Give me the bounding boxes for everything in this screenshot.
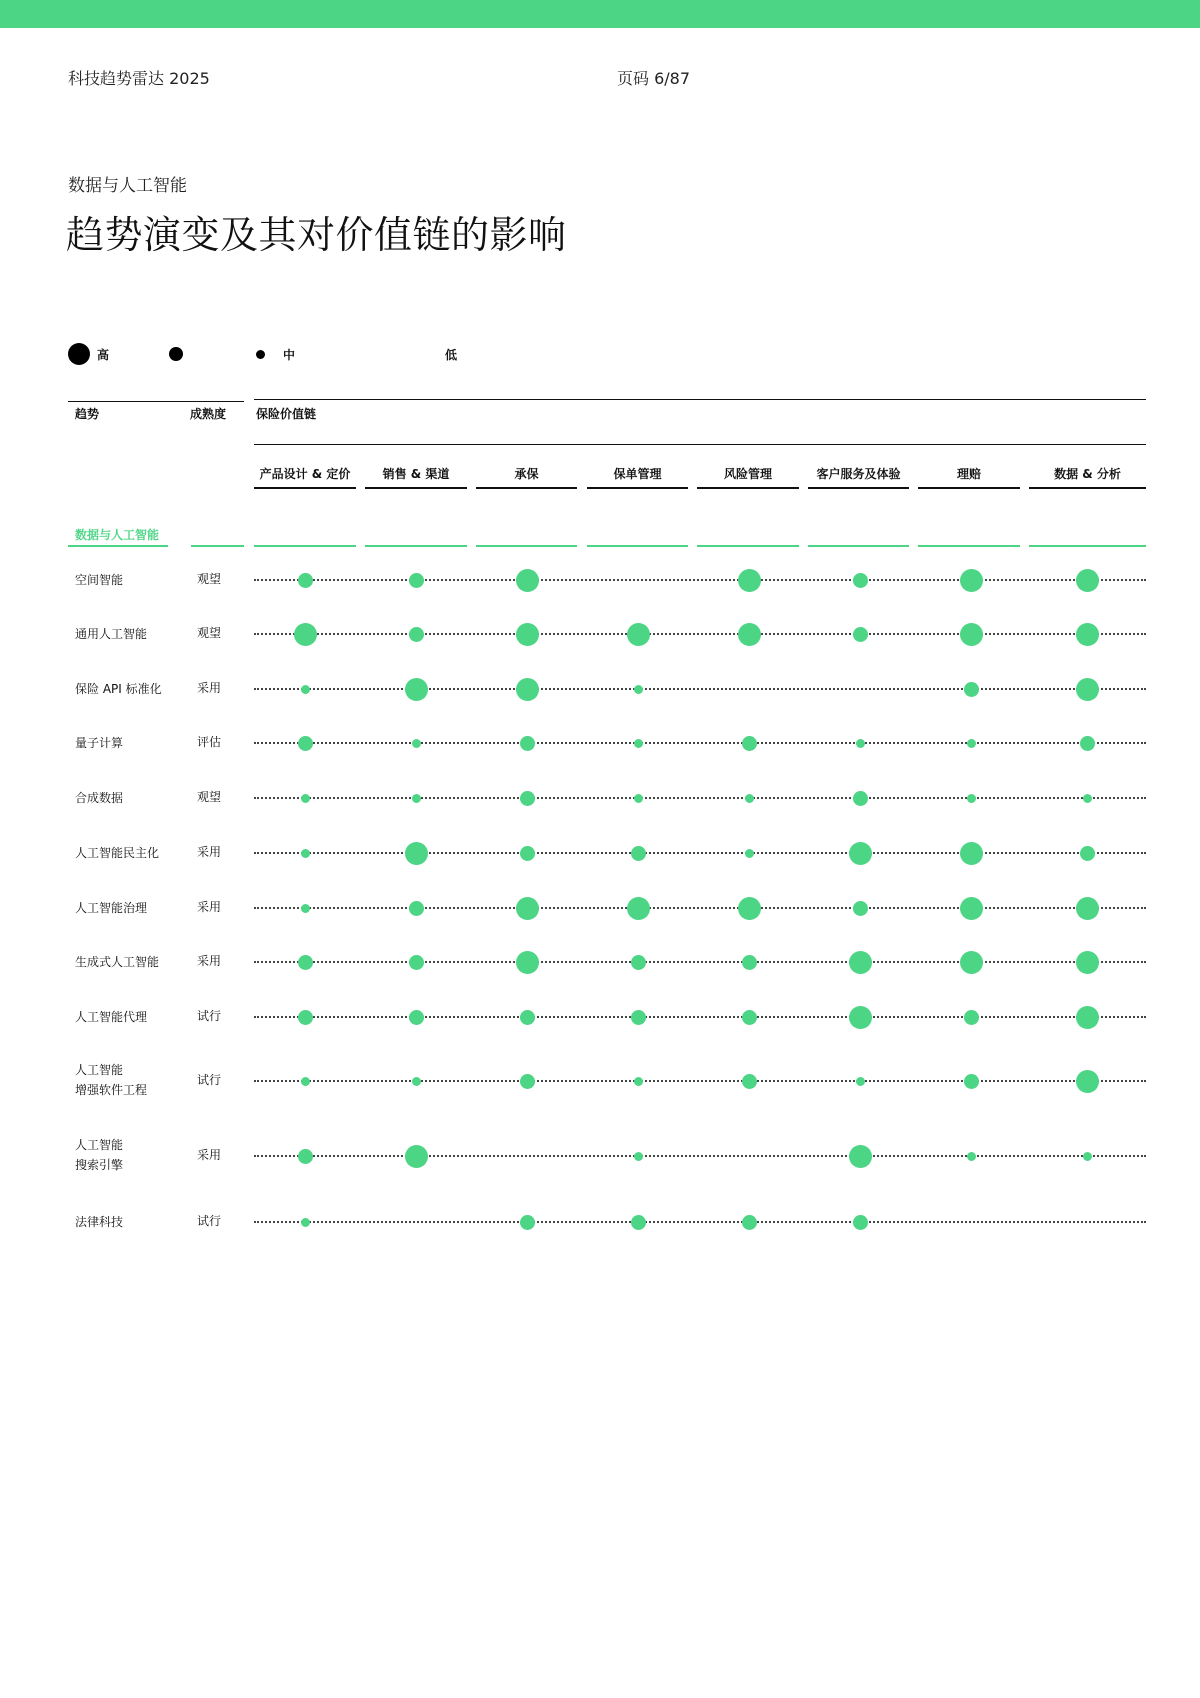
impact-bubble	[301, 685, 310, 694]
impact-bubble	[631, 1010, 646, 1025]
row-dotted-line	[254, 961, 1146, 963]
impact-bubble	[520, 1215, 535, 1230]
impact-bubble	[964, 1010, 979, 1025]
header-rule-left	[68, 401, 244, 402]
value-chain-col-2: 承保	[514, 467, 539, 481]
trend-name: 人工智能 增强软件工程	[75, 1063, 148, 1097]
trend-maturity: 试行	[197, 1009, 222, 1023]
impact-bubble	[738, 569, 761, 592]
impact-bubble	[853, 791, 868, 806]
impact-bubble	[631, 846, 646, 861]
impact-bubble	[405, 842, 428, 865]
impact-bubble	[520, 736, 535, 751]
impact-bubble	[964, 682, 979, 697]
impact-bubble	[301, 849, 310, 858]
category-rule-1	[191, 545, 244, 547]
impact-bubble	[856, 1077, 865, 1086]
impact-bubble	[298, 1149, 313, 1164]
value-chain-col-3: 保单管理	[613, 467, 662, 481]
value-chain-col-1: 销售 & 渠道	[382, 467, 450, 481]
impact-bubble	[960, 897, 983, 920]
row-dotted-line	[254, 797, 1146, 799]
impact-bubble	[409, 573, 424, 588]
impact-bubble	[298, 955, 313, 970]
impact-bubble	[634, 1152, 643, 1161]
impact-bubble	[516, 897, 539, 920]
impact-bubble	[1076, 1006, 1099, 1029]
impact-bubble	[520, 1074, 535, 1089]
value-chain-col-4: 风险管理	[723, 467, 772, 481]
page-title: 趋势演变及其对价值链的影响	[66, 213, 567, 257]
category-rule-3	[365, 545, 467, 547]
page-number: 页码 6/87	[617, 69, 691, 88]
impact-bubble	[960, 951, 983, 974]
value-chain-col-6: 理赔	[956, 467, 981, 481]
impact-bubble	[412, 794, 421, 803]
value-chain-col-rule-3	[587, 487, 688, 489]
impact-bubble	[301, 794, 310, 803]
impact-bubble	[1076, 678, 1099, 701]
impact-bubble	[627, 623, 650, 646]
category-rule-6	[697, 545, 799, 547]
impact-bubble	[849, 951, 872, 974]
impact-bubble	[853, 627, 868, 642]
category-rule-2	[254, 545, 356, 547]
category-rule-8	[918, 545, 1020, 547]
trend-maturity: 观望	[197, 790, 222, 804]
impact-bubble	[745, 849, 754, 858]
impact-bubble	[301, 904, 310, 913]
impact-bubble	[627, 897, 650, 920]
impact-bubble	[849, 842, 872, 865]
section-label: 数据与人工智能	[68, 176, 187, 196]
impact-bubble	[742, 1010, 757, 1025]
impact-bubble	[853, 573, 868, 588]
impact-bubble	[960, 842, 983, 865]
value-chain-col-5: 客户服务及体验	[816, 467, 901, 481]
impact-bubble	[1076, 897, 1099, 920]
impact-bubble	[634, 685, 643, 694]
trend-name: 空间智能	[75, 573, 124, 587]
impact-bubble	[301, 1077, 310, 1086]
trend-maturity: 采用	[197, 845, 222, 859]
trend-maturity: 采用	[197, 1148, 222, 1162]
row-dotted-line	[254, 852, 1146, 854]
value-chain-col-rule-7	[1029, 487, 1146, 489]
value-chain-col-0: 产品设计 & 定价	[259, 467, 351, 481]
trend-maturity: 观望	[197, 572, 222, 586]
trend-name: 人工智能民主化	[75, 846, 160, 860]
category-label: 数据与人工智能	[75, 528, 160, 542]
category-rule-9	[1029, 545, 1146, 547]
category-rule-0	[68, 545, 168, 547]
category-rule-7	[808, 545, 909, 547]
legend-label-1: 中	[283, 348, 296, 362]
impact-bubble	[856, 739, 865, 748]
legend-label-0: 高	[97, 348, 110, 362]
impact-bubble	[738, 623, 761, 646]
row-dotted-line	[254, 742, 1146, 744]
trend-name: 通用人工智能	[75, 627, 148, 641]
trend-maturity: 观望	[197, 626, 222, 640]
impact-bubble	[516, 951, 539, 974]
impact-bubble	[1080, 846, 1095, 861]
impact-bubble	[520, 846, 535, 861]
impact-bubble	[853, 1215, 868, 1230]
row-dotted-line	[254, 579, 1146, 581]
impact-bubble	[405, 678, 428, 701]
impact-bubble	[412, 739, 421, 748]
impact-bubble	[967, 739, 976, 748]
value-chain-col-rule-0	[254, 487, 356, 489]
impact-bubble	[516, 623, 539, 646]
impact-bubble	[634, 794, 643, 803]
impact-bubble	[520, 791, 535, 806]
impact-bubble	[409, 901, 424, 916]
impact-bubble	[742, 1074, 757, 1089]
row-dotted-line	[254, 907, 1146, 909]
value-chain-col-rule-5	[808, 487, 909, 489]
impact-bubble	[298, 573, 313, 588]
impact-bubble	[1076, 569, 1099, 592]
trend-name: 保险 API 标准化	[75, 682, 162, 696]
impact-bubble	[745, 794, 754, 803]
trend-maturity: 试行	[197, 1214, 222, 1228]
impact-bubble	[960, 569, 983, 592]
impact-bubble	[1076, 951, 1099, 974]
impact-bubble	[967, 1152, 976, 1161]
impact-bubble	[631, 955, 646, 970]
col-header-trend: 趋势	[75, 407, 100, 421]
value-chain-col-rule-1	[365, 487, 467, 489]
impact-bubble	[1076, 623, 1099, 646]
value-chain-col-7: 数据 & 分析	[1054, 467, 1121, 481]
impact-bubble	[409, 627, 424, 642]
impact-bubble	[1083, 1152, 1092, 1161]
impact-bubble	[520, 1010, 535, 1025]
trend-name: 法律科技	[75, 1215, 124, 1229]
impact-bubble	[631, 1215, 646, 1230]
impact-bubble	[405, 1145, 428, 1168]
trend-name: 人工智能治理	[75, 901, 148, 915]
category-rule-4	[476, 545, 577, 547]
value-chain-col-rule-2	[476, 487, 577, 489]
impact-bubble	[849, 1145, 872, 1168]
trend-maturity: 采用	[197, 954, 222, 968]
impact-bubble	[853, 901, 868, 916]
row-dotted-line	[254, 1221, 1146, 1223]
trend-maturity: 采用	[197, 900, 222, 914]
trend-name: 生成式人工智能	[75, 955, 160, 969]
header-rule-top	[254, 399, 1146, 400]
trend-maturity: 采用	[197, 681, 222, 695]
impact-bubble	[634, 739, 643, 748]
trend-maturity: 试行	[197, 1073, 222, 1087]
trend-name: 合成数据	[75, 791, 124, 805]
trend-name: 人工智能代理	[75, 1010, 148, 1024]
impact-bubble	[1083, 794, 1092, 803]
trend-name: 人工智能 搜索引擎	[75, 1138, 124, 1172]
row-dotted-line	[254, 688, 1146, 690]
impact-bubble	[742, 736, 757, 751]
impact-bubble	[738, 897, 761, 920]
impact-bubble	[742, 955, 757, 970]
row-dotted-line	[254, 1080, 1146, 1082]
value-chain-col-rule-4	[697, 487, 799, 489]
impact-bubble	[516, 569, 539, 592]
impact-bubble	[742, 1215, 757, 1230]
legend-label-2: 低	[445, 348, 458, 362]
report-name: 科技趋势雷达 2025	[68, 69, 210, 88]
col-header-value-chain: 保险价值链	[256, 407, 317, 421]
value-chain-col-rule-6	[918, 487, 1020, 489]
impact-bubble	[967, 794, 976, 803]
impact-bubble	[294, 623, 317, 646]
col-header-maturity: 成熟度	[190, 407, 227, 421]
impact-bubble	[298, 1010, 313, 1025]
row-dotted-line	[254, 1155, 1146, 1157]
impact-bubble	[412, 1077, 421, 1086]
impact-bubble	[960, 623, 983, 646]
impact-bubble	[634, 1077, 643, 1086]
row-dotted-line	[254, 633, 1146, 635]
row-dotted-line	[254, 1016, 1146, 1018]
impact-bubble	[516, 678, 539, 701]
trend-name: 量子计算	[75, 736, 124, 750]
impact-bubble	[1080, 736, 1095, 751]
impact-bubble	[849, 1006, 872, 1029]
impact-bubble	[964, 1074, 979, 1089]
impact-bubble	[409, 955, 424, 970]
header-rule-middle	[254, 444, 1146, 445]
trend-maturity: 评估	[197, 735, 222, 749]
impact-bubble	[409, 1010, 424, 1025]
impact-bubble	[1076, 1070, 1099, 1093]
impact-bubble	[298, 736, 313, 751]
category-rule-5	[587, 545, 688, 547]
impact-bubble	[301, 1218, 310, 1227]
